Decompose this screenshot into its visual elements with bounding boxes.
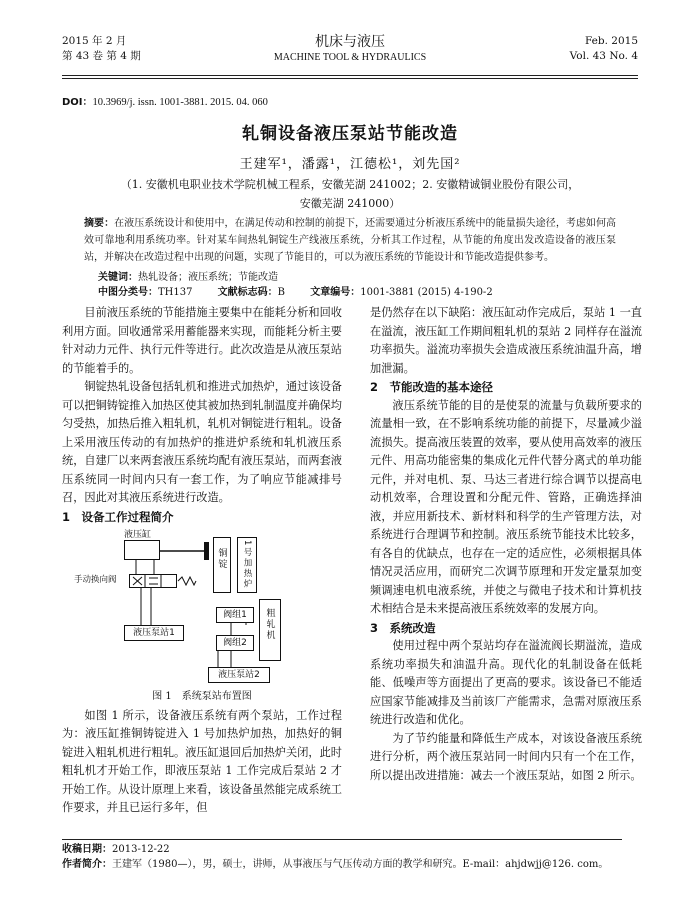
running-header: [62, 34, 638, 74]
author-bio-text: 王建军（1980—），男，硕士，讲师，从事液压与气压传动方面的教学和研究。E-mail：ahjdwjj@126. com。: [112, 859, 609, 870]
keywords: [98, 268, 278, 283]
classification-line: [98, 283, 515, 298]
valve-group-1-label: 阀组1: [223, 610, 247, 620]
intro-paragraph-2: 铜锭热轧设备包括轧机和推进式加热炉，通过该设备可以把铜铸锭推入加热区使其被加热到轧制温度并确保均匀受热，加热后推入粗轧机，轧机对铜锭进行粗轧。设备上采用液压传动的有加热炉的推进炉系统和轧机液压系统，自建厂以来两套液压系统均配有液压泵站，而两套液压系统同一时间内只有一套工作，为了响应节能减排号召，因此对其液压系统进行改造。: [62, 380, 342, 504]
push-head: [204, 542, 209, 560]
pump1-label: 液压泵站1: [133, 628, 175, 638]
valve-symbol: [130, 575, 176, 587]
section-3-paragraph-1: 使用过程中两个泵站均存在溢流阀长期溢流，造成系统功率损失和油温升高。现代化的轧制设备在低耗能、低噪声等方面提出了更高的要求。该设备已不能适应国家节能减排及当前该厂产能需求，急需对原液压系统进行改造和优化。: [370, 639, 642, 726]
header-rule-thick: [62, 75, 638, 76]
paper-authors: 王建军¹，潘露¹，江德松¹，刘先国²: [239, 157, 461, 172]
article-number: [310, 287, 492, 298]
received-label: 收稿日期：: [62, 844, 112, 855]
manual-directional-valve: [129, 574, 177, 588]
clc-code: [98, 287, 192, 298]
received-date: [62, 842, 638, 857]
hydraulic-cylinder: [124, 540, 160, 560]
rough-mill-box: [259, 599, 281, 661]
footnote-rule: [62, 839, 622, 840]
valve-group-1: [216, 607, 254, 623]
figure-1-caption: 图 1 系统泵站布置图: [152, 691, 252, 702]
section-1-heading: 1 设备工作过程简介: [62, 509, 174, 524]
right-column: [370, 304, 642, 785]
pump2-label: 液压泵站2: [218, 670, 260, 680]
author-bio: [62, 857, 638, 872]
doi-line: [62, 93, 268, 108]
section-2-paragraph: 液压系统节能的目的是使泵的流量与负载所要求的流量相一致，在不影响系统功能的前提下，尽量减少溢流损失。提高液压装置的效率，要从使用高效率的液压元件、用高功能密集的集成化元件代替分离式的单功能元件，并对电机、泵、马达三者进行综合调节以提高电动机效率，合理设置和分配元件、管路，正确选择油液，并应用新技术、新材料和科学的生产管理方法，对系统进行合理调节和控制。液压系统节能技术比较多，有各自的优缺点，也存在一定的适应性，必须根据具体情况灵活应用，而研究二次调节原理和开发定量泵加变频调速电机电液系统，并使之与微电子技术和计算机技术相结合是未来提高液压系统效率的发展方向。: [370, 398, 642, 615]
header-volume: 第 43 卷 第 4 期: [62, 50, 141, 62]
section-2-heading: 2 节能改造的基本途径: [370, 380, 494, 394]
valve-spring: [178, 577, 196, 585]
header-date-en: Feb. 2015: [584, 35, 638, 47]
abstract-label: 摘要：: [84, 218, 115, 229]
figure-1-diagram: [74, 530, 296, 687]
mill-label: 粗轧机: [264, 608, 275, 641]
abstract: [84, 215, 616, 266]
journal-name-cn: 机床与液压: [315, 34, 385, 50]
header-right: [570, 34, 638, 64]
affiliation-line-2: 安徽芜湖 241000）: [299, 197, 401, 210]
journal-name-en: MACHINE TOOL & HYDRAULICS: [273, 52, 427, 63]
abstract-text: 在液压系统设计和使用中，在满足传动和控制的前提下，还需要通过分析液压系统中的能量损失途径，考虑如何高效可靠地利用系统功率。针对某车间热轧铜锭生产线液压系统，分析其工作过程，从节能的角度出发改造设备的液压泵站，并解决在改造过程中出现的问题，实现了节能目的，可以为液压系统的节能设计和节能改造提供参考。: [84, 218, 617, 263]
doc-value: B: [277, 287, 286, 298]
affiliations: [100, 175, 600, 213]
pump-station-2: [208, 667, 270, 683]
doc-label: 文献标志码：: [217, 287, 278, 298]
cylinder-label: 液压缸: [124, 530, 152, 540]
valve-group-2: [216, 635, 254, 651]
keywords-text: 热轧设备；液压系统；节能改造: [138, 272, 278, 283]
valve-label: 手动换向阀: [74, 575, 117, 585]
pump-station-1: [124, 625, 184, 641]
figure-description-paragraph: 如图 1 所示，设备液压系统有两个泵站，工作过程为：液压缸推铜铸锭进入 1 号加热炉加热，加热好的铜锭进入粗轧机进行粗轧。液压缸退回后加热炉关闭，此时粗轧机才开始工作，即液压泵站 1 工作完成后泵站 2 才开始工作。从设计原理上来看，该设备虽然能完成系统工作要求，并且已运行多年，但: [62, 708, 342, 814]
copper-ingot-box: [213, 537, 231, 593]
ingot-label: 铜锭: [216, 548, 227, 570]
heating-furnace-box: [237, 537, 257, 593]
keywords-label: 关键词：: [98, 272, 138, 283]
doi-value: 10.3969/j. issn. 1001-3881. 2015. 04. 060: [92, 97, 268, 108]
continued-paragraph: 是仍然存在以下缺陷：液压缸动作完成后，泵站 1 一直在溢流，液压缸工作期间粗轧机的泵站 2 同样存在溢流功率损失。溢流功率损失会造成液压系统油温升高，增加泄漏。: [370, 306, 642, 375]
section-3-paragraph-2: 为了节约能量和降低生产成本，对该设备液压系统进行分析，两个液压泵站同一时间内只有一个在工作，所以提出改进措施：减去一个液压泵站，如图 2 所示。: [370, 731, 642, 782]
furnace-label: 1号加热炉: [242, 540, 252, 590]
author-bio-label: 作者简介：: [62, 859, 112, 870]
header-center: [62, 34, 638, 65]
paper-title: 轧铜设备液压泵站节能改造: [242, 124, 458, 144]
doc-code: [218, 287, 285, 298]
art-value: 1001-3881 (2015) 4-190-2: [360, 287, 493, 298]
clc-value: TH137: [158, 287, 193, 298]
header-volume-en: Vol. 43 No. 4: [569, 50, 638, 62]
doi-label: DOI：: [62, 97, 93, 108]
affiliation-line-1: （1. 安徽机电职业技术学院机械工程系，安徽芜湖 241002；2. 安徽精诚铜业股份有限公司，: [120, 178, 580, 191]
valve-group-2-label: 阀组2: [223, 638, 247, 648]
art-label: 文章编号：: [310, 287, 361, 298]
clc-label: 中图分类号：: [98, 287, 158, 298]
header-rule-thin: [62, 78, 638, 79]
header-date: 2015 年 2 月: [62, 35, 127, 47]
intro-paragraph-1: 目前液压系统的节能措施主要集中在能耗分析和回收利用方面。回收通常采用蓄能器来实现，而能耗分析主要针对动力元件、执行元件等进行。此次改造是从液压泵站的节能着手的。: [62, 306, 342, 375]
section-3-heading: 3 系统改造: [370, 620, 436, 635]
received-value: 2013-12-22: [112, 844, 170, 855]
